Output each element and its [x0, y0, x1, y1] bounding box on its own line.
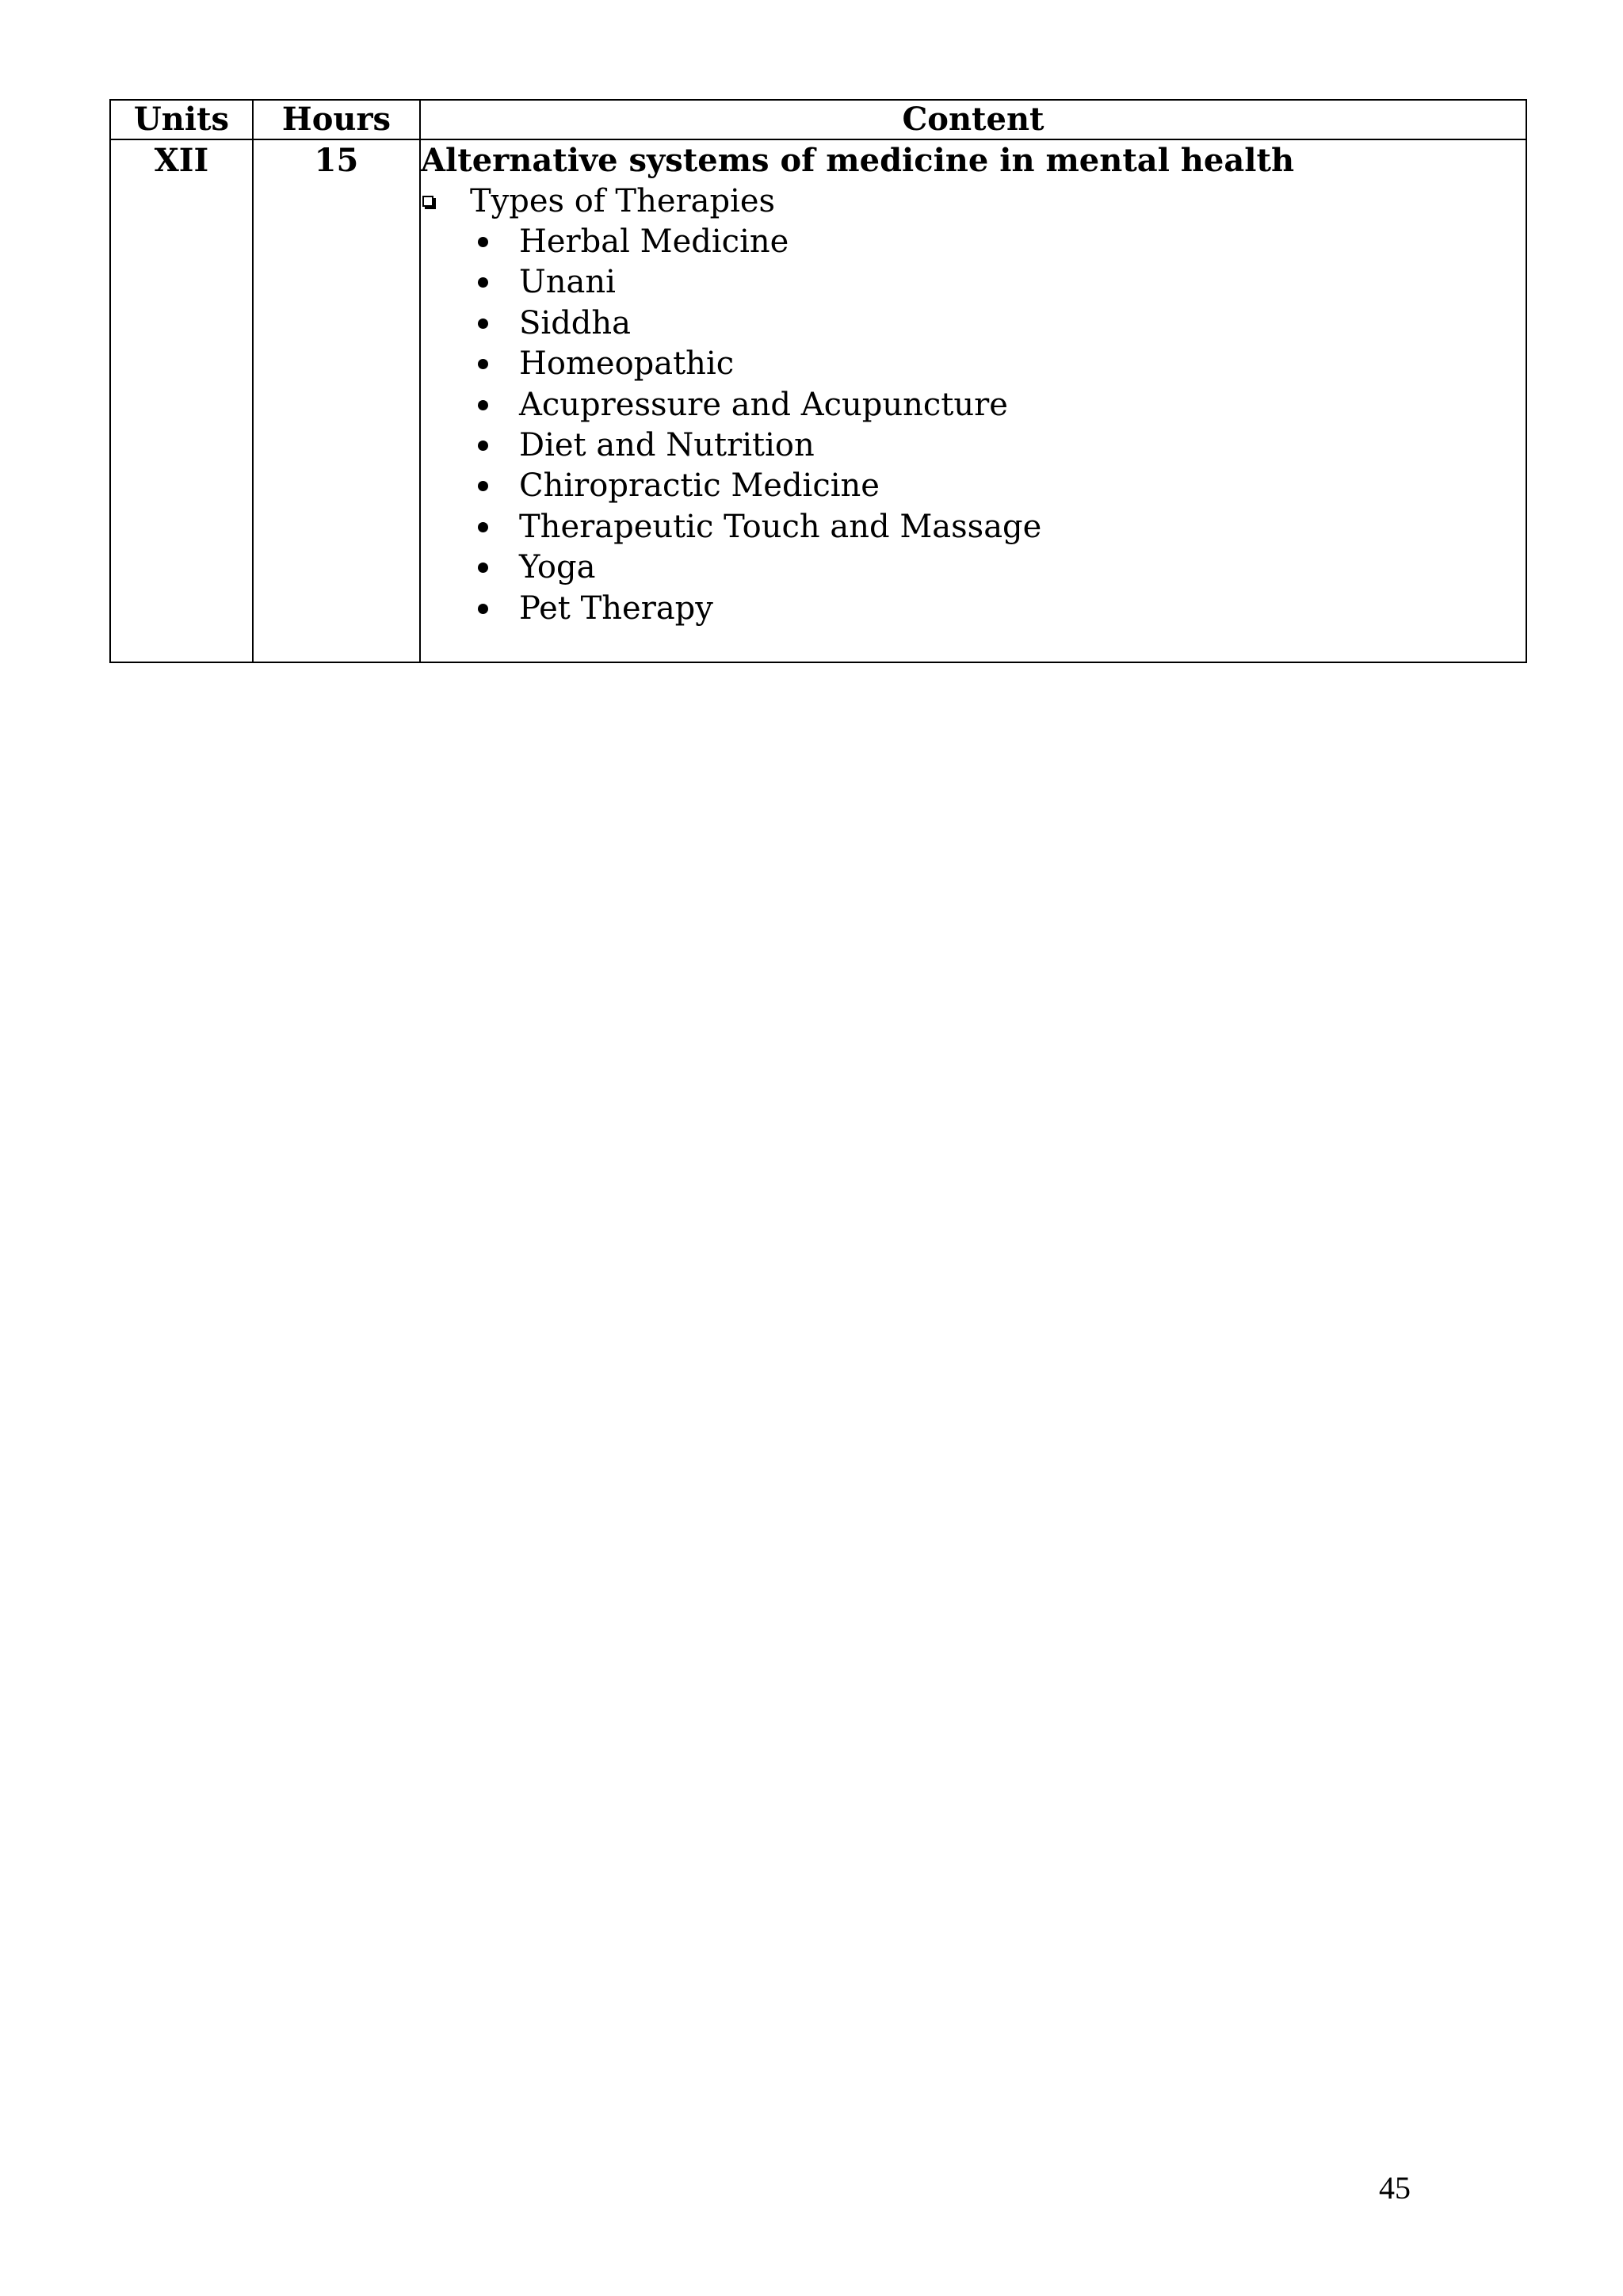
list-item — [421, 425, 1526, 466]
list-item — [421, 547, 1526, 588]
list-item — [421, 262, 1526, 303]
bullet-dot-icon — [478, 604, 488, 614]
page-number: 45 — [1379, 2170, 1411, 2206]
list-item-label: Chiropractic Medicine — [519, 467, 880, 505]
bullet-dot-icon — [478, 522, 488, 532]
bullet-dot-icon — [478, 277, 488, 288]
list-item — [421, 344, 1526, 384]
list-item — [421, 589, 1526, 629]
units-header: Units — [110, 100, 253, 139]
checkbox-square-icon — [422, 196, 433, 207]
bullet-dot-icon — [478, 481, 488, 491]
list-item-label: Herbal Medicine — [519, 223, 789, 260]
content-cell — [420, 139, 1526, 662]
unit-cell: XII — [110, 139, 253, 662]
list-item-label: Therapeutic Touch and Massage — [519, 508, 1042, 545]
bullet-dot-icon — [478, 237, 488, 247]
list-item-label: Unani — [519, 264, 616, 301]
list-item-label: Siddha — [519, 304, 632, 341]
syllabus-table — [109, 99, 1527, 663]
list-item — [421, 303, 1526, 344]
content-title: Alternative systems of medicine in mental health — [421, 142, 1295, 179]
list-item — [421, 222, 1526, 262]
list-item-label: Pet Therapy — [519, 589, 713, 627]
list-item-label: Homeopathic — [519, 345, 735, 383]
bullet-dot-icon — [478, 359, 488, 369]
list-item-label: Diet and Nutrition — [519, 427, 815, 464]
therapy-list — [421, 222, 1526, 629]
table-row — [110, 139, 1526, 662]
table-header-row — [110, 100, 1526, 139]
hours-header: Hours — [253, 100, 420, 139]
bullet-dot-icon — [478, 318, 488, 329]
bullet-dot-icon — [478, 563, 488, 573]
list-item — [421, 385, 1526, 425]
bullet-dot-icon — [478, 400, 488, 410]
sub-heading — [421, 181, 1526, 222]
list-item-label: Acupressure and Acupuncture — [519, 386, 1008, 423]
list-item — [421, 507, 1526, 547]
list-item — [421, 466, 1526, 506]
sub-heading-label: Types of Therapies — [470, 183, 776, 219]
list-item-label: Yoga — [519, 549, 596, 586]
content-header: Content — [420, 100, 1526, 139]
bullet-dot-icon — [478, 441, 488, 451]
hours-cell: 15 — [253, 139, 420, 662]
